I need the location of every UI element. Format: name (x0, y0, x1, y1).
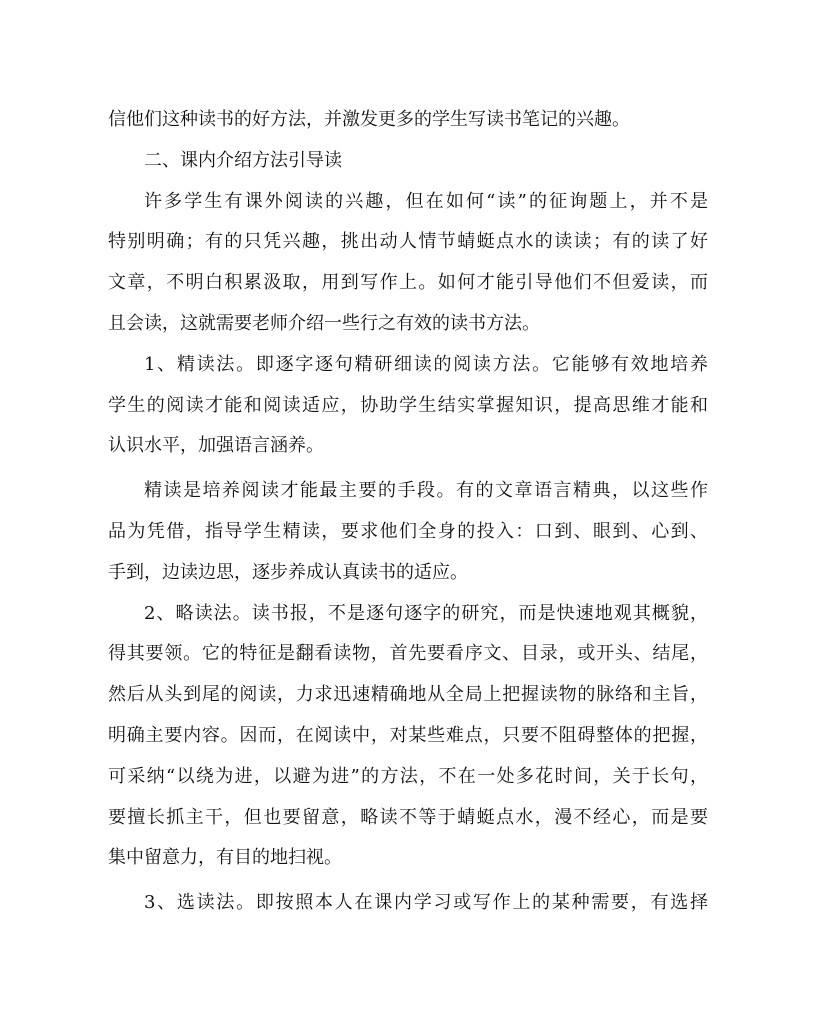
paragraph-line: 特别明确；有的只凭兴趣，挑出动人情节蜻蜓点水的读读；有的读了好 (108, 231, 708, 253)
paragraph-line: 认识水平，加强语言涵养。 (108, 435, 324, 457)
paragraph-line: 手到，边读边思，逐步养成认真读书的适应。 (108, 561, 468, 583)
paragraph-line: 3、选读法。即按照本人在课内学习或写作上的某种需要，有选择 (144, 892, 708, 914)
paragraph-line: 且会读，这就需要老师介绍一些行之有效的读书方法。 (108, 312, 540, 334)
paragraph-line: 集中留意力，有目的地扫视。 (108, 847, 342, 869)
paragraph-line: 许多学生有课外阅读的兴趣，但在如何“读”的征询题上，并不是 (144, 190, 708, 212)
paragraph-line: 明确主要内容。因而，在阅读中，对某些难点，只要不阻碍整体的把握， (108, 724, 708, 746)
paragraph-line: 然后从头到尾的阅读，力求迅速精确地从全局上把握读物的脉络和主旨， (108, 684, 708, 706)
paragraph-line: 精读是培养阅读才能最主要的手段。有的文章语言精典，以这些作 (144, 480, 708, 502)
paragraph-line: 1、精读法。即逐字逐句精研细读的阅读方法。它能够有效地培养 (144, 353, 708, 375)
paragraph-line: 文章，不明白积累汲取，用到写作上。如何才能引导他们不但爱读，而 (108, 272, 708, 294)
paragraph-line: 2、略读法。读书报，不是逐句逐字的研究，而是快速地观其概貌， (144, 602, 708, 624)
paragraph-line: 得其要领。它的特征是翻看读物，首先要看序文、目录，或开头、结尾， (108, 643, 708, 665)
paragraph-line: 要擅长抓主干，但也要留意，略读不等于蜻蜓点水，漫不经心，而是要 (108, 806, 708, 828)
paragraph-line: 可采纳“以绕为进，以避为进”的方法，不在一处多花时间，关于长句， (108, 765, 708, 787)
section-heading: 二、课内介绍方法引导读 (144, 149, 342, 171)
paragraph-line: 信他们这种读书的好方法，并激发更多的学生写读书笔记的兴趣。 (108, 109, 630, 130)
paragraph-line: 品为凭借，指导学生精读，要求他们全身的投入：口到、眼到、心到、 (108, 520, 708, 542)
paragraph-line: 学生的阅读才能和阅读适应，协助学生结实掌握知识，提高思维才能和 (108, 394, 708, 416)
document-page (108, 100, 708, 924)
